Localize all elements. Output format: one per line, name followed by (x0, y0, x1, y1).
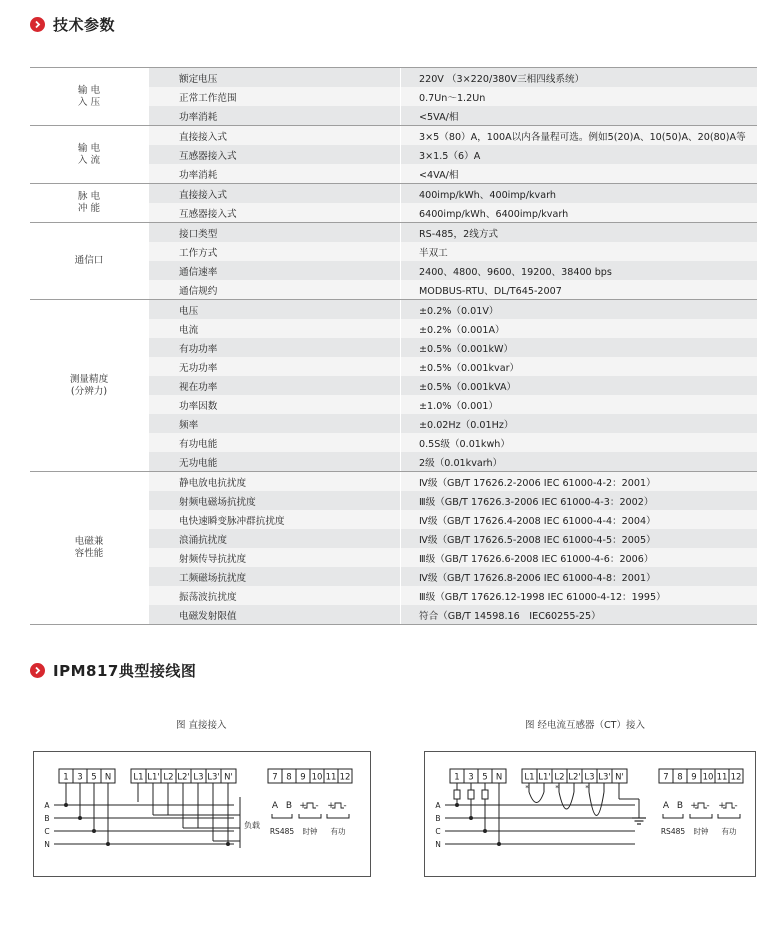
spec-value: 半双工 (401, 242, 758, 261)
terminal-label: N (104, 772, 112, 783)
spec-row (30, 184, 757, 204)
terminal-label: 12 (730, 772, 742, 783)
fuse-icon (482, 790, 488, 799)
spec-item: 工频磁场抗扰度 (149, 567, 401, 586)
ct-coil (559, 792, 574, 809)
spec-value: 3×5（80）A，100A以内各量程可选。例如5(20)A、10(50)A、20(80)A等 (401, 126, 758, 146)
terminal-label: N' (615, 772, 624, 783)
spec-value: ±0.2%（0.001A） (401, 319, 758, 338)
chevron-right-icon (30, 663, 45, 678)
section-title-specs (30, 14, 115, 35)
terminal-label: 1 (63, 772, 69, 783)
terminal-label: L2 (163, 772, 174, 783)
spec-value: ±0.5%（0.001kW） (401, 338, 758, 357)
spec-item: 电压 (149, 300, 401, 320)
terminal-label: 8 (286, 772, 292, 783)
terminal-label: L1 (133, 772, 144, 783)
group-label: 时钟 (302, 827, 318, 836)
spec-value: Ⅲ级（GB/T 17626.3-2006 IEC 61000-4-3：2002） (401, 491, 758, 510)
spec-row (30, 126, 757, 146)
spec-group-label: 脉 电 冲 能 (30, 184, 149, 223)
terminal-label: 3 (468, 772, 474, 783)
terminal-label: 10 (311, 772, 323, 783)
phase-label: C (435, 827, 441, 836)
terminal-sublabel: A (662, 801, 670, 811)
terminal-sublabel: - (734, 801, 738, 811)
spec-value: 220V （3×220/380V三相四线系统） (401, 68, 758, 88)
junction-dot (106, 842, 110, 846)
terminal-label: L1' (147, 772, 160, 783)
junction-dot (64, 803, 68, 807)
terminal-sublabel: B (285, 801, 293, 811)
junction-dot (226, 842, 230, 846)
group-label: RS485 (660, 827, 686, 836)
chevron-right-icon (30, 17, 45, 32)
spec-item: 通信规约 (149, 280, 401, 300)
terminal-label: N (495, 772, 503, 783)
terminal-sublabel: + (299, 801, 307, 811)
spec-value: ±0.2%（0.01V） (401, 300, 758, 320)
terminal-label: 11 (325, 772, 337, 783)
terminal-sublabel: - (343, 801, 347, 811)
spec-item: 功率消耗 (149, 106, 401, 126)
wiring-diagram-ct (424, 751, 756, 877)
spec-item: 工作方式 (149, 242, 401, 261)
spec-item: 直接接入式 (149, 184, 401, 204)
terminal-label: 9 (691, 772, 697, 783)
spec-group-label: 测量精度 (分辨力) (30, 300, 149, 472)
spec-value: 符合（GB/T 14598.16 IEC60255-25） (401, 605, 758, 625)
terminal-label: 5 (482, 772, 488, 783)
spec-value: 2400、4800、9600、19200、38400 bps (401, 261, 758, 280)
spec-item: 有功电能 (149, 433, 401, 452)
spec-value: RS-485，2线方式 (401, 223, 758, 243)
spec-value: ±1.0%（0.001） (401, 395, 758, 414)
spec-row (30, 223, 757, 243)
phase-label: C (44, 827, 50, 836)
ct-coil (529, 792, 544, 803)
junction-dot (497, 842, 501, 846)
ct-polarity-mark: * (585, 784, 589, 792)
spec-item: 正常工作范围 (149, 87, 401, 106)
terminal-label: 10 (702, 772, 714, 783)
phase-label: B (44, 814, 50, 823)
bracket (299, 814, 321, 818)
spec-value: Ⅳ级（GB/T 17626.4-2008 IEC 61000-4-4：2004） (401, 510, 758, 529)
fuse-icon (468, 790, 474, 799)
spec-item: 互感器接入式 (149, 145, 401, 164)
terminal-label: L3 (584, 772, 595, 783)
terminal-label: N' (224, 772, 233, 783)
spec-group-label: 电磁兼 容性能 (30, 472, 149, 625)
terminal-label: L3' (598, 772, 611, 783)
phase-label: A (44, 801, 50, 810)
spec-item: 功率消耗 (149, 164, 401, 184)
spec-row (30, 300, 757, 320)
phase-label: N (435, 840, 441, 849)
terminal-sublabel: - (315, 801, 319, 811)
spec-item: 视在功率 (149, 376, 401, 395)
terminal-sublabel: A (271, 801, 279, 811)
wiring-diagram-direct (33, 751, 371, 877)
terminal-label: L1 (524, 772, 535, 783)
spec-row (30, 472, 757, 492)
junction-dot (455, 803, 459, 807)
spec-item: 直接接入式 (149, 126, 401, 146)
spec-value: ±0.02Hz（0.01Hz） (401, 414, 758, 433)
spec-value: Ⅲ级（GB/T 17626.6-2008 IEC 61000-4-6：2006） (401, 548, 758, 567)
bracket (272, 814, 292, 818)
spec-item: 无功电能 (149, 452, 401, 472)
spec-item: 无功功率 (149, 357, 401, 376)
terminal-label: 11 (716, 772, 728, 783)
spec-value: <4VA/相 (401, 164, 758, 184)
spec-item: 电流 (149, 319, 401, 338)
bracket (690, 814, 712, 818)
spec-value: Ⅳ级（GB/T 17626.8-2006 IEC 61000-4-8：2001） (401, 567, 758, 586)
spec-value: 0.5S级（0.01kwh） (401, 433, 758, 452)
spec-value: Ⅳ级（GB/T 17626.2-2006 IEC 61000-4-2：2001） (401, 472, 758, 492)
phase-label: N (44, 840, 50, 849)
spec-item: 频率 (149, 414, 401, 433)
terminal-label: L2 (554, 772, 565, 783)
spec-value: <5VA/相 (401, 106, 758, 126)
spec-value: ±0.5%（0.001kVA） (401, 376, 758, 395)
spec-value: Ⅲ级（GB/T 17626.12-1998 IEC 61000-4-12：1995） (401, 586, 758, 605)
spec-item: 互感器接入式 (149, 203, 401, 223)
terminal-label: 3 (77, 772, 83, 783)
spec-item: 通信速率 (149, 261, 401, 280)
spec-item: 射频传导抗扰度 (149, 548, 401, 567)
terminal-label: L3 (193, 772, 204, 783)
terminal-sublabel: - (706, 801, 710, 811)
section-title-text: IPM817典型接线图 (53, 662, 197, 680)
spec-value: 400imp/kWh、400imp/kvarh (401, 184, 758, 204)
spec-item: 有功功率 (149, 338, 401, 357)
load-label: 负载 (244, 821, 260, 830)
group-label: RS485 (269, 827, 295, 836)
spec-value: 2级（0.01kvarh） (401, 452, 758, 472)
terminal-sublabel: + (327, 801, 335, 811)
terminal-label: L2' (568, 772, 581, 783)
terminal-sublabel: B (676, 801, 684, 811)
spec-item: 功率因数 (149, 395, 401, 414)
fuse-icon (454, 790, 460, 799)
terminal-label: L1' (538, 772, 551, 783)
diagram-caption-ct: 图 经电流互感器（CT）接入 (525, 720, 645, 731)
section-title-text: 技术参数 (53, 16, 116, 34)
wiring-diagram-ct-svg (425, 752, 755, 876)
spec-value: ±0.5%（0.001kvar） (401, 357, 758, 376)
terminal-label: 7 (272, 772, 278, 783)
spec-item: 电磁发射限值 (149, 605, 401, 625)
spec-table (30, 67, 757, 625)
terminal-label: 7 (663, 772, 669, 783)
terminal-label: L2' (177, 772, 190, 783)
spec-value: 3×1.5（6）A (401, 145, 758, 164)
junction-dot (78, 816, 82, 820)
spec-value: Ⅳ级（GB/T 17626.5-2008 IEC 61000-4-5：2005） (401, 529, 758, 548)
terminal-label: L3' (207, 772, 220, 783)
phase-label: B (435, 814, 441, 823)
spec-item: 浪涌抗扰度 (149, 529, 401, 548)
spec-item: 振荡波抗扰度 (149, 586, 401, 605)
terminal-label: 12 (339, 772, 351, 783)
spec-row (30, 68, 757, 88)
terminal-sublabel: + (690, 801, 698, 811)
terminal-label: 9 (300, 772, 306, 783)
ct-coil (589, 792, 604, 816)
junction-dot (483, 829, 487, 833)
group-label: 时钟 (693, 827, 709, 836)
bracket (327, 814, 349, 818)
terminal-label: 5 (91, 772, 97, 783)
ct-polarity-mark: * (525, 784, 529, 792)
junction-dot (469, 816, 473, 820)
bracket (663, 814, 683, 818)
spec-item: 射频电磁场抗扰度 (149, 491, 401, 510)
group-label: 有功 (330, 827, 346, 836)
terminal-label: 8 (677, 772, 683, 783)
spec-item: 接口类型 (149, 223, 401, 243)
spec-item: 电快速瞬变脉冲群抗扰度 (149, 510, 401, 529)
spec-group-label: 输 电 入 流 (30, 126, 149, 184)
section-title-wiring (30, 660, 196, 681)
spec-item: 静电放电抗扰度 (149, 472, 401, 492)
wiring-diagram-direct-svg (34, 752, 370, 876)
ct-polarity-mark: * (555, 784, 559, 792)
group-label: 有功 (721, 827, 737, 836)
spec-group-label: 输 电 入 压 (30, 68, 149, 126)
bracket (718, 814, 740, 818)
junction-dot (92, 829, 96, 833)
spec-group-label: 通信口 (30, 223, 149, 300)
spec-value: 0.7Un～1.2Un (401, 87, 758, 106)
terminal-sublabel: + (718, 801, 726, 811)
terminal-label: 1 (454, 772, 460, 783)
phase-label: A (435, 801, 441, 810)
spec-value: 6400imp/kWh、6400imp/kvarh (401, 203, 758, 223)
spec-item: 额定电压 (149, 68, 401, 88)
diagram-caption-direct: 图 直接接入 (176, 720, 227, 731)
spec-value: MODBUS-RTU、DL/T645-2007 (401, 280, 758, 300)
